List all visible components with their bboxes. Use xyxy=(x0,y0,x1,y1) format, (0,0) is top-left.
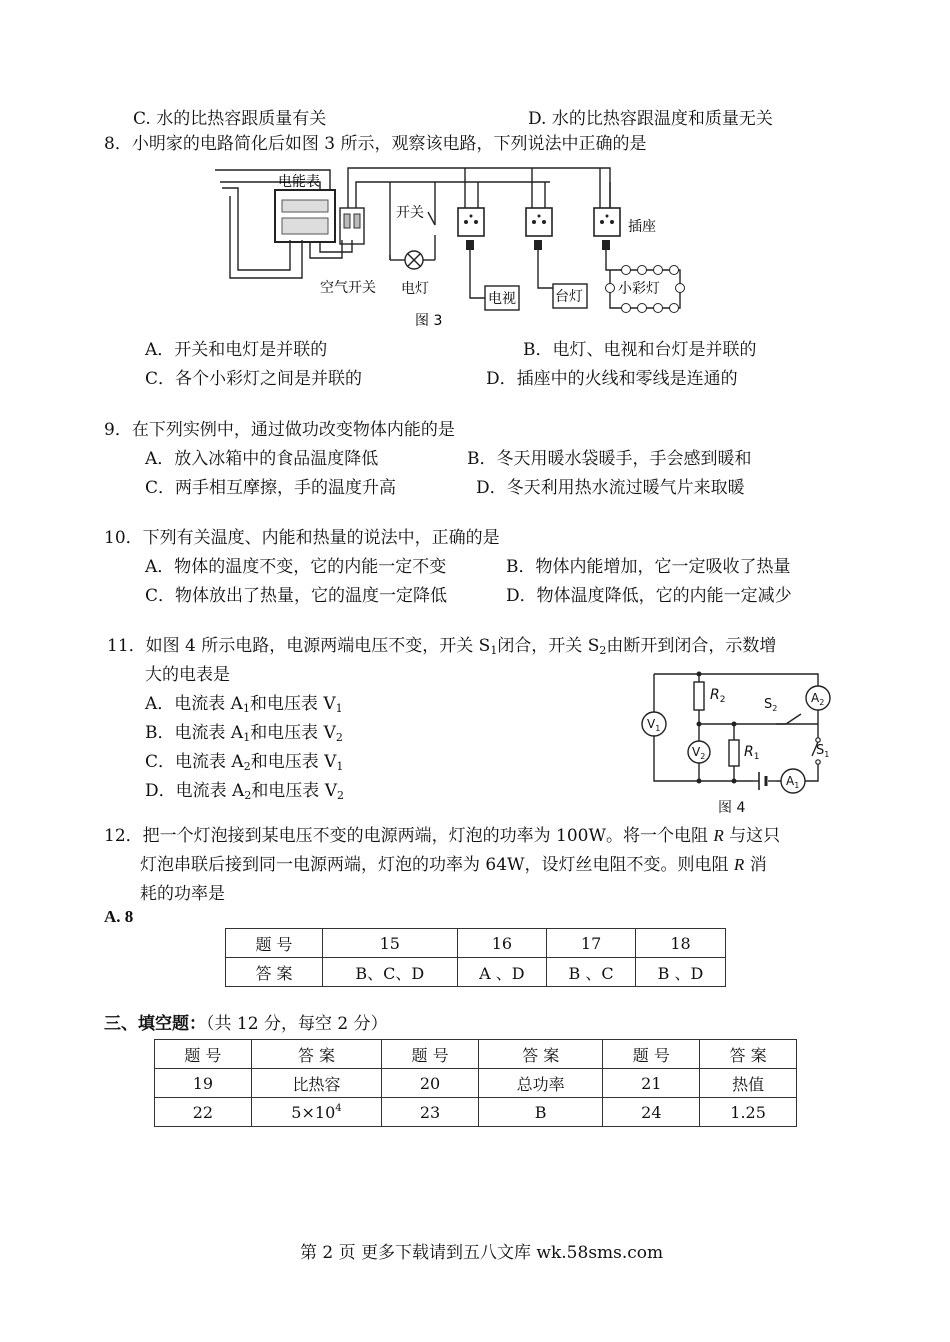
table-cell xyxy=(251,1098,381,1127)
s2-letter: S xyxy=(764,697,773,712)
q8-stem: 8．小明家的电路简化后如图 3 所示，观察该电路，下列说法中正确的是 xyxy=(104,134,647,154)
meter-a1-letter: A xyxy=(786,774,795,788)
table-cell: 总功率 xyxy=(478,1069,603,1098)
table-cell: 20 xyxy=(382,1069,479,1098)
q12-line1 xyxy=(104,825,780,847)
q12-line1-b: 与这只 xyxy=(723,826,781,846)
q10-stem: 10．下列有关温度、内能和热量的说法中，正确的是 xyxy=(104,528,500,548)
table-cell: 15 xyxy=(323,929,458,958)
table-cell: 19 xyxy=(155,1069,252,1098)
q11-option-d xyxy=(145,780,344,807)
q11-option-c xyxy=(145,751,343,778)
q11-b-pre: B．电流表 A xyxy=(145,723,244,743)
q12-line3: 耗的功率是 xyxy=(140,884,225,904)
meter-a2-letter: A xyxy=(811,691,820,705)
q11-stem xyxy=(107,635,776,662)
q10-option-a: A．物体的温度不变，它的内能一定不变 xyxy=(145,557,447,577)
table-header-cell: 题 号 xyxy=(155,1040,252,1069)
label-switch: 开关 xyxy=(396,205,424,221)
q11-d-mid: 和电压表 V xyxy=(251,781,337,801)
r2-letter: R xyxy=(710,687,720,703)
q12-r-2: R xyxy=(733,855,745,874)
table-header-cell: 答 案 xyxy=(251,1040,381,1069)
q11-a-sub2: 1 xyxy=(335,702,343,715)
s1-letter: S xyxy=(816,743,825,758)
section-3-note: （共 12 分，每空 2 分） xyxy=(206,1014,388,1034)
r2-sub: 2 xyxy=(719,695,726,705)
meter-a2-sub: 2 xyxy=(819,698,825,707)
table-cell: 16 xyxy=(457,929,547,958)
table-header-cell: 题 号 xyxy=(226,929,323,958)
table-cell: B xyxy=(478,1098,603,1127)
q7-option-c: C. 水的比热容跟质量有关 xyxy=(133,109,327,129)
figure-3-household-circuit xyxy=(210,160,700,335)
svg-text:S2 xyxy=(764,697,777,713)
q11-a-mid: 和电压表 V xyxy=(249,694,336,714)
table-header-cell: 题 号 xyxy=(603,1040,700,1069)
table-cell: 22 xyxy=(155,1098,252,1127)
label-small-lights: 小彩灯 xyxy=(618,281,660,297)
q11-stem-part-a: 11．如图 4 所示电路，电源两端电压不变，开关 S xyxy=(107,636,491,656)
q8-option-a: A．开关和电灯是并联的 xyxy=(145,340,328,360)
table-cell: B、C、D xyxy=(323,958,458,987)
table-header-cell: 答 案 xyxy=(478,1040,603,1069)
answer-exponent: 4 xyxy=(335,1102,342,1114)
table-cell: 17 xyxy=(547,929,636,958)
section-3-heading xyxy=(104,1013,388,1035)
figure-4-caption: 图 4 xyxy=(718,800,746,816)
q10-option-c: C．物体放出了热量，它的温度一定降低 xyxy=(145,586,448,606)
table-cell: 18 xyxy=(636,929,726,958)
table-cell: 热值 xyxy=(700,1069,797,1098)
table-cell: B 、C xyxy=(547,958,636,987)
table-cell: 21 xyxy=(603,1069,700,1098)
q9-option-d: D．冬天利用热水流过暖气片来取暖 xyxy=(476,478,745,498)
q12-line2-a: 灯泡串联后接到同一电源两端，灯泡的功率为 64W，设灯丝电阻不变。则电阻 xyxy=(140,855,734,875)
table-row xyxy=(155,1040,797,1069)
q9-option-c: C．两手相互摩擦，手的温度升高 xyxy=(145,478,397,498)
label-desk-lamp: 台灯 xyxy=(555,289,583,305)
q11-sub-s2: 2 xyxy=(599,644,607,657)
label-air-switch: 空气开关 xyxy=(320,280,376,296)
q11-c-sub1: 2 xyxy=(243,760,251,773)
label-socket: 插座 xyxy=(628,219,656,235)
figure-3-caption: 图 3 xyxy=(415,313,443,329)
svg-text:R2 xyxy=(710,687,725,705)
q12-line1-a: 12．把一个灯泡接到某电压不变的电源两端，灯泡的功率为 100W。将一个电阻 xyxy=(104,826,714,846)
s2-sub: 2 xyxy=(772,704,778,713)
table-cell: A 、D xyxy=(457,958,547,987)
q9-option-b: B．冬天用暖水袋暖手，手会感到暖和 xyxy=(467,449,752,469)
meter-v2-sub: 2 xyxy=(700,752,706,761)
meter-v2-letter: V xyxy=(692,745,701,759)
page-footer: 第 2 页 更多下载请到五八文库 wk.58sms.com xyxy=(300,1243,664,1263)
meter-a1-sub: 1 xyxy=(794,781,800,790)
q11-c-sub2: 1 xyxy=(336,760,344,773)
table-cell: 23 xyxy=(382,1098,479,1127)
q11-option-b xyxy=(145,722,343,749)
q11-b-sub2: 2 xyxy=(335,731,343,744)
answer-base: 5×10 xyxy=(291,1102,336,1122)
svg-text:R1 xyxy=(744,744,759,762)
q11-b-mid: 和电压表 V xyxy=(250,723,336,743)
q10-option-b: B．物体内能增加，它一定吸收了热量 xyxy=(506,557,791,577)
q11-d-sub1: 2 xyxy=(244,789,252,802)
label-lamp: 电灯 xyxy=(401,281,429,297)
table-cell: 24 xyxy=(603,1098,700,1127)
q11-stem-line2: 大的电表是 xyxy=(145,665,230,685)
s1-sub: 1 xyxy=(824,750,830,759)
svg-text:S1 xyxy=(816,743,829,759)
answer-table-15-18 xyxy=(225,928,726,987)
q8-option-c: C．各个小彩灯之间是并联的 xyxy=(145,369,363,389)
q8-option-d: D．插座中的火线和零线是连通的 xyxy=(486,369,738,389)
r1-sub: 1 xyxy=(753,752,760,762)
q11-b-sub1: 1 xyxy=(243,731,251,744)
figure-4-circuit xyxy=(636,664,842,820)
label-tv: 电视 xyxy=(488,291,516,307)
table-cell: B 、D xyxy=(636,958,726,987)
table-header-cell: 答 案 xyxy=(226,958,323,987)
r1-letter: R xyxy=(744,744,754,760)
q11-d-pre: D．电流表 A xyxy=(145,781,245,801)
q11-c-pre: C．电流表 A xyxy=(145,752,244,772)
table-row xyxy=(226,958,726,987)
q11-a-pre: A．电流表 A xyxy=(145,694,243,714)
q12-r-1: R xyxy=(713,826,724,845)
meter-v1-letter: V xyxy=(647,717,656,731)
q11-option-a xyxy=(145,693,343,720)
q11-stem-part-c: 由断开到闭合，示数增 xyxy=(606,636,777,656)
q9-stem: 9．在下列实例中，通过做功改变物体内能的是 xyxy=(104,420,455,440)
table-cell: 1.25 xyxy=(700,1098,797,1127)
q8-option-b: B．电灯、电视和台灯是并联的 xyxy=(523,340,757,360)
q7-option-d: D. 水的比热容跟温度和质量无关 xyxy=(528,109,773,129)
table-row xyxy=(155,1098,797,1127)
answer-table-19-24 xyxy=(154,1039,797,1127)
table-header-cell: 题 号 xyxy=(382,1040,479,1069)
q12-answer: A. 8 xyxy=(104,907,134,926)
section-3-title: 三、填空题： xyxy=(104,1014,206,1034)
table-row xyxy=(155,1069,797,1098)
q9-option-a: A．放入冰箱中的食品温度降低 xyxy=(145,449,379,469)
q11-sub-s1: 1 xyxy=(490,644,498,657)
label-meter: 电能表 xyxy=(278,174,320,190)
q11-d-sub2: 2 xyxy=(337,789,344,802)
q11-stem-part-b: 闭合，开关 S xyxy=(497,636,600,656)
q12-line2 xyxy=(140,854,767,876)
q11-c-mid: 和电压表 V xyxy=(250,752,337,772)
q12-line2-b: 消 xyxy=(744,855,767,875)
meter-v1-sub: 1 xyxy=(655,724,661,733)
q11-a-sub1: 1 xyxy=(242,702,250,715)
table-cell: 比热容 xyxy=(251,1069,381,1098)
q10-option-d: D．物体温度降低，它的内能一定减少 xyxy=(506,586,792,606)
table-row xyxy=(226,929,726,958)
table-header-cell: 答 案 xyxy=(700,1040,797,1069)
